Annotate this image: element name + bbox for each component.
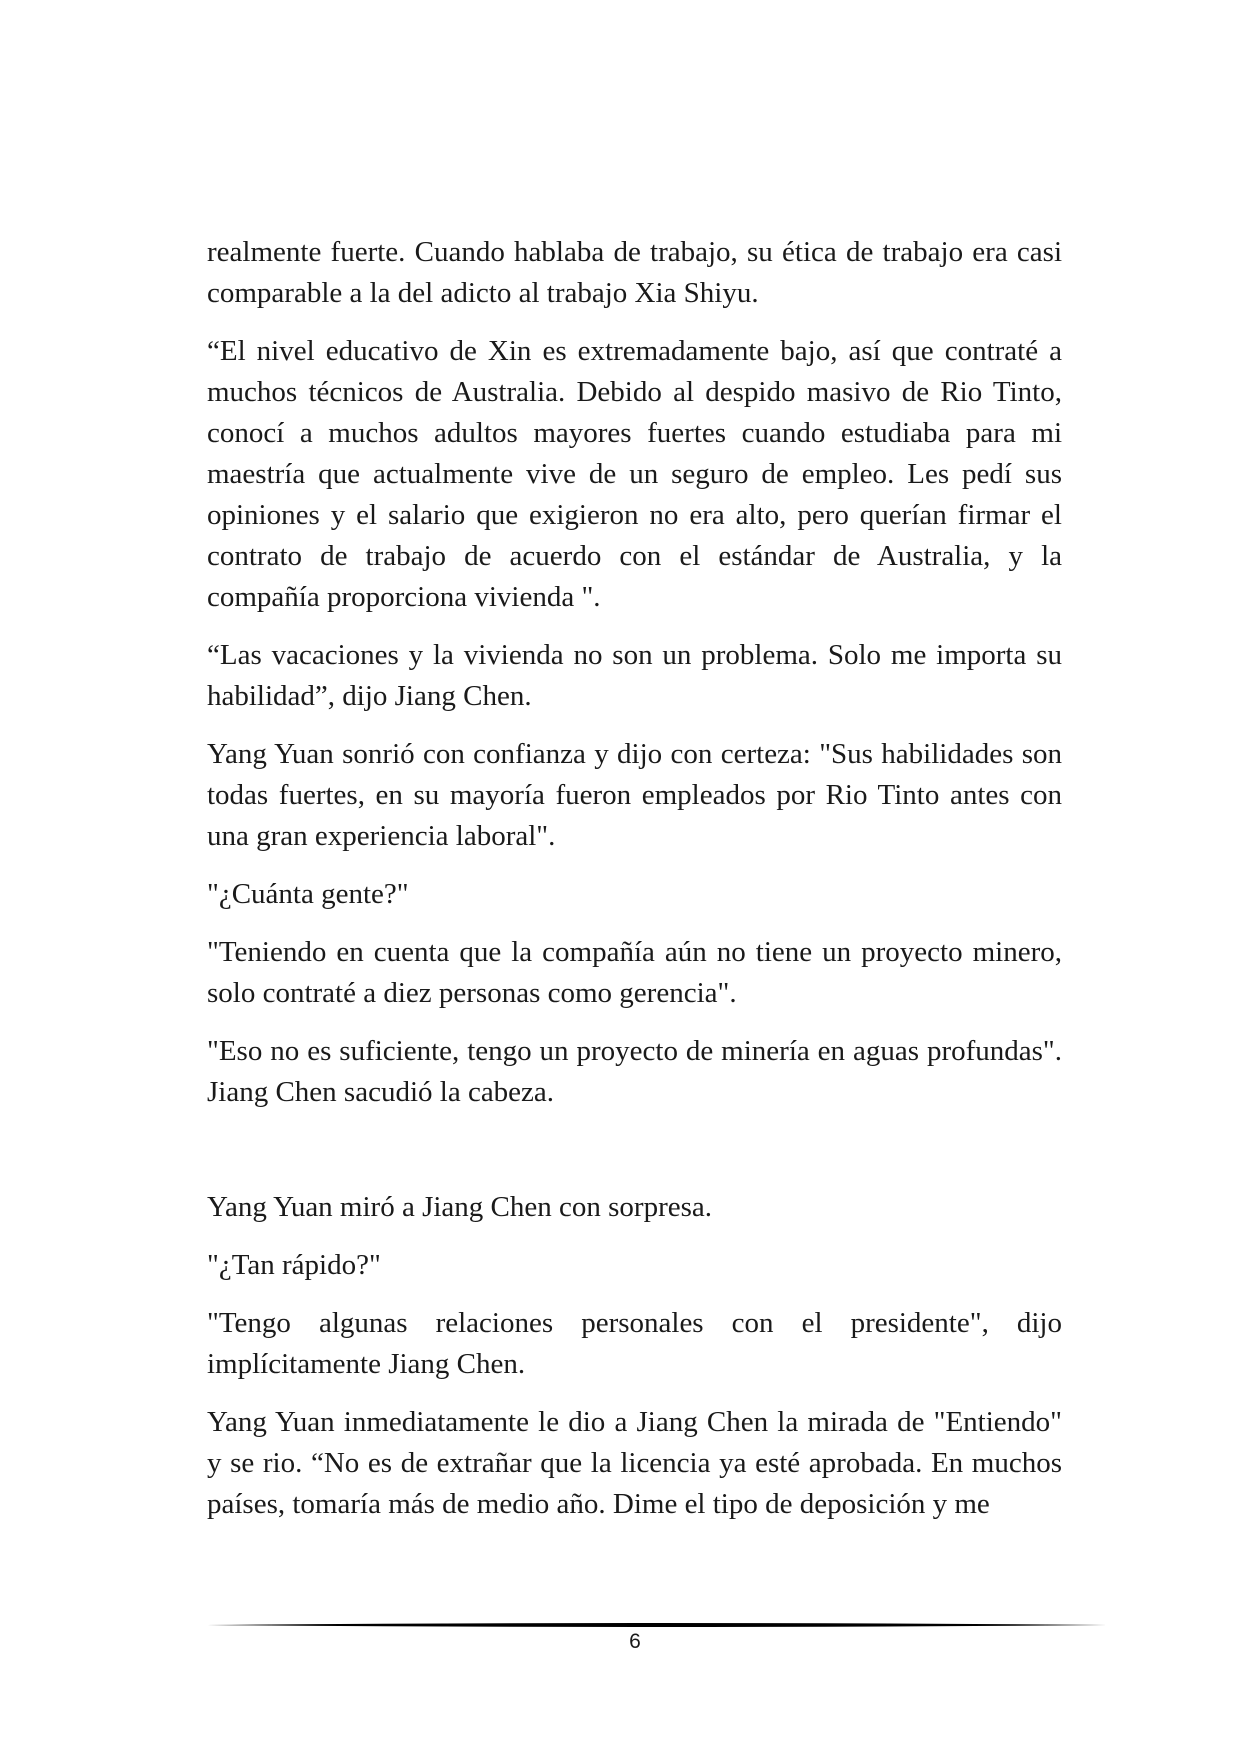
page-number: 6 — [629, 1630, 641, 1653]
paragraph-5: "¿Cuánta gente?" — [207, 878, 409, 910]
body-text — [207, 232, 1062, 1542]
paragraph-10: "Tengo algunas relaciones personales con el presidente", dijo implícitamente Jiang Chen. — [207, 1307, 1062, 1380]
paragraph-11: Yang Yuan inmediatamente le dio a Jiang Chen la mirada de "Entiendo" y se rio. “No es de extrañar que la licencia ya esté aprobada. En muchos países, tomaría más de medio año. Dime el tipo de deposición y me — [207, 1406, 1062, 1520]
paragraph-3: “Las vacaciones y la vivienda no son un problema. Solo me importa su habilidad”, dijo Jiang Chen. — [207, 639, 1062, 712]
paragraph-8: Yang Yuan miró a Jiang Chen con sorpresa. — [207, 1191, 713, 1223]
paragraph-1: realmente fuerte. Cuando hablaba de trabajo, su ética de trabajo era casi comparable a la del adicto al trabajo Xia Shiyu. — [207, 236, 1062, 309]
paragraph-7: "Eso no es suficiente, tengo un proyecto de minería en aguas profundas". Jiang Chen sacudió la cabeza. — [207, 1035, 1062, 1108]
paragraph-2: “El nivel educativo de Xin es extremadamente bajo, así que contraté a muchos técnicos de Australia. Debido al despido masivo de Rio Tinto, conocí a muchos adultos mayores fuertes cuando estudiaba para mi maestría que actualmente vive de un seguro de empleo. Les pedí sus opiniones y el salario que exigieron no era alto, pero querían firmar el contrato de trabajo de acuerdo con el estándar de Australia, y la compañía proporciona vivienda ". — [207, 335, 1062, 613]
paragraph-9: "¿Tan rápido?" — [207, 1249, 381, 1281]
paragraph-4: Yang Yuan sonrió con confianza y dijo con certeza: "Sus habilidades son todas fuertes, en su mayoría fueron empleados por Rio Tinto antes con una gran experiencia laboral". — [207, 738, 1062, 852]
paragraph-6: "Teniendo en cuenta que la compañía aún no tiene un proyecto minero, solo contraté a diez personas como gerencia". — [207, 936, 1062, 1009]
